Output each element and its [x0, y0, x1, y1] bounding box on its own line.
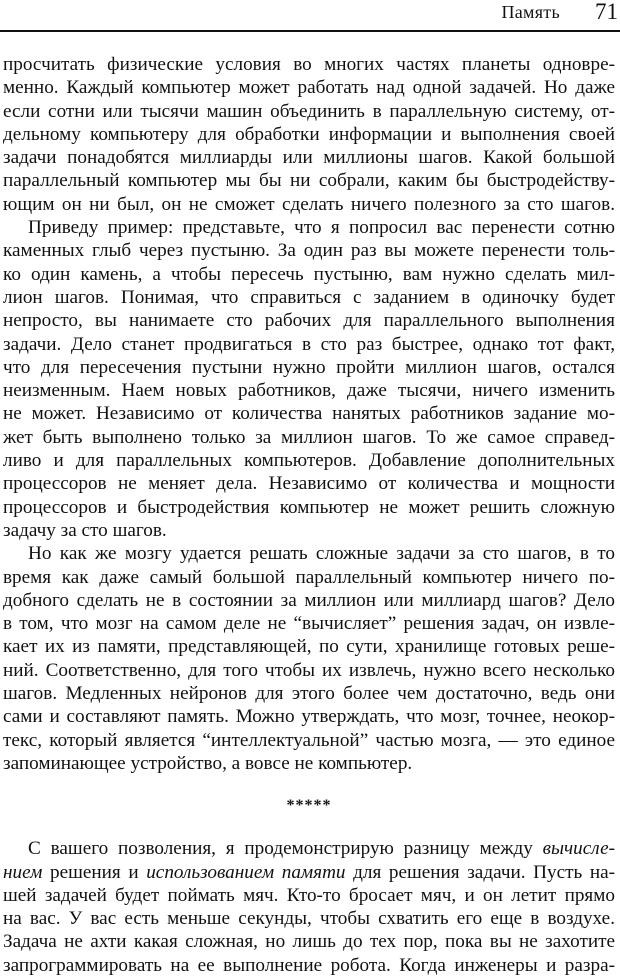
paragraph-1 [3, 53, 615, 216]
emphasis: использованием памяти [146, 861, 346, 883]
text-run: для решения задачи. Пусть на- [345, 861, 615, 883]
text-line: ющим он ни был, он не сможет сделать ничего полезного за сто шагов. [3, 193, 615, 215]
text-line: в том, что мозг на самом деле не “вычисляет” решения задач, он извле- [3, 613, 615, 635]
page-number: 71 [595, 0, 618, 24]
text-line: задачу за сто шагов. [3, 519, 167, 541]
text-line: текс, который является “интеллектуальной” частью мозга, — это единое [3, 729, 615, 751]
text-line: неизменным. Наем новых работников, даже тысячи, ничего изменить [3, 380, 615, 402]
text-line: запоминающее устройство, а вовсе не компьютер. [3, 752, 413, 774]
text-line: задачи понадобятся миллиарды или миллионы шагов. Какой большой [3, 147, 615, 169]
emphasis: вычисле- [542, 838, 615, 860]
text-line: не может. Независимо от количества нанятых работников задание мо- [3, 403, 615, 425]
text-line: кает их из памяти, представляющей, по сути, хранилище готовых реше- [3, 636, 615, 658]
text-line [3, 861, 615, 884]
text-line: что для пересечения пустыни нужно пройти миллион шагов, остался [3, 356, 615, 378]
text-line: Приведу пример: представьте, что я попросил вас перенести сотню [28, 217, 615, 239]
text-line: время как даже самый большой параллельный компьютер ничего по- [3, 566, 615, 588]
text-line: запрограммировать на ее выполнение робота. Когда инженеры и разра- [3, 954, 615, 976]
text-run: решения и [42, 861, 147, 883]
text-line: процессоров и быстродействия компьютер не может решить сложную [3, 496, 615, 518]
text-line: лион шагов. Понимая, что справиться с заданием в одиночку будет [3, 286, 615, 308]
text-line: Задача не ахти какая сложная, но лишь до тех пор, пока вы не захотите [3, 931, 615, 953]
paragraph-3 [3, 542, 615, 775]
text-line: просчитать физические условия во многих частях планеты одновре- [3, 54, 615, 75]
text-line: сами и составляют память. Можно утверждать, что мозг, точнее, неокор- [3, 706, 615, 728]
text-line: на вас. У вас есть меньше секунды, чтобы схватить его еще в воздухе. [3, 908, 615, 930]
text-line: ний. Соответственно, для того чтобы их извлечь, нужно всего несколько [3, 659, 615, 681]
text-line: дельному компьютеру для обработки информации и выполнения своей [3, 123, 615, 145]
running-header [0, 0, 620, 32]
text-line: если сотни или тысячи машин объединить в параллельную систему, от- [3, 100, 615, 122]
section-separator: ***** [286, 797, 332, 815]
text-line [3, 837, 615, 860]
text-line: процессоров не меняет дела. Независимо от количества и мощности [3, 473, 615, 495]
text-line: каменных глыб через пустыню. За один раз вы можете перенести толь- [3, 240, 615, 262]
running-header-section-title: Память [501, 2, 560, 22]
text-line: ко один камень, а чтобы пересечь пустыню, вам нужно сделать мил- [3, 263, 615, 285]
text-line: задачи. Дело станет продвигаться в сто раз быстрее, однако тот факт, [3, 333, 615, 355]
text-line: жет быть выполнено только за миллион шагов. То же самое справед- [3, 426, 615, 448]
text-line: параллельный компьютер мы бы ни собрали, каким бы быстродейству- [3, 170, 615, 192]
text-line: ливо и для параллельных компьютеров. Добавление дополнительных [3, 450, 615, 472]
text-run: С вашего позволения, я продемонстрирую разницу между [28, 838, 543, 860]
text-line: шагов. Медленных нейронов для этого более чем достаточно, ведь они [3, 683, 615, 705]
paragraph-2 [3, 216, 615, 542]
text-line: добного сделать не в состоянии за миллион или миллиард шагов? Дело [3, 589, 615, 611]
emphasis: нием [3, 861, 43, 883]
paragraph-4 [3, 837, 615, 977]
text-line: Но как же мозгу удается решать сложные задачи за сто шагов, в то [28, 543, 615, 565]
text-line: менно. Каждый компьютер может работать над одной задачей. Но даже [3, 77, 615, 99]
text-line: непросто, вы нанимаете сто рабочих для параллельного выполнения [3, 310, 615, 332]
body-text [3, 53, 615, 977]
text-line: шей задачей будет поймать мяч. Кто-то бросает мяч, и он летит прямо [3, 884, 615, 906]
